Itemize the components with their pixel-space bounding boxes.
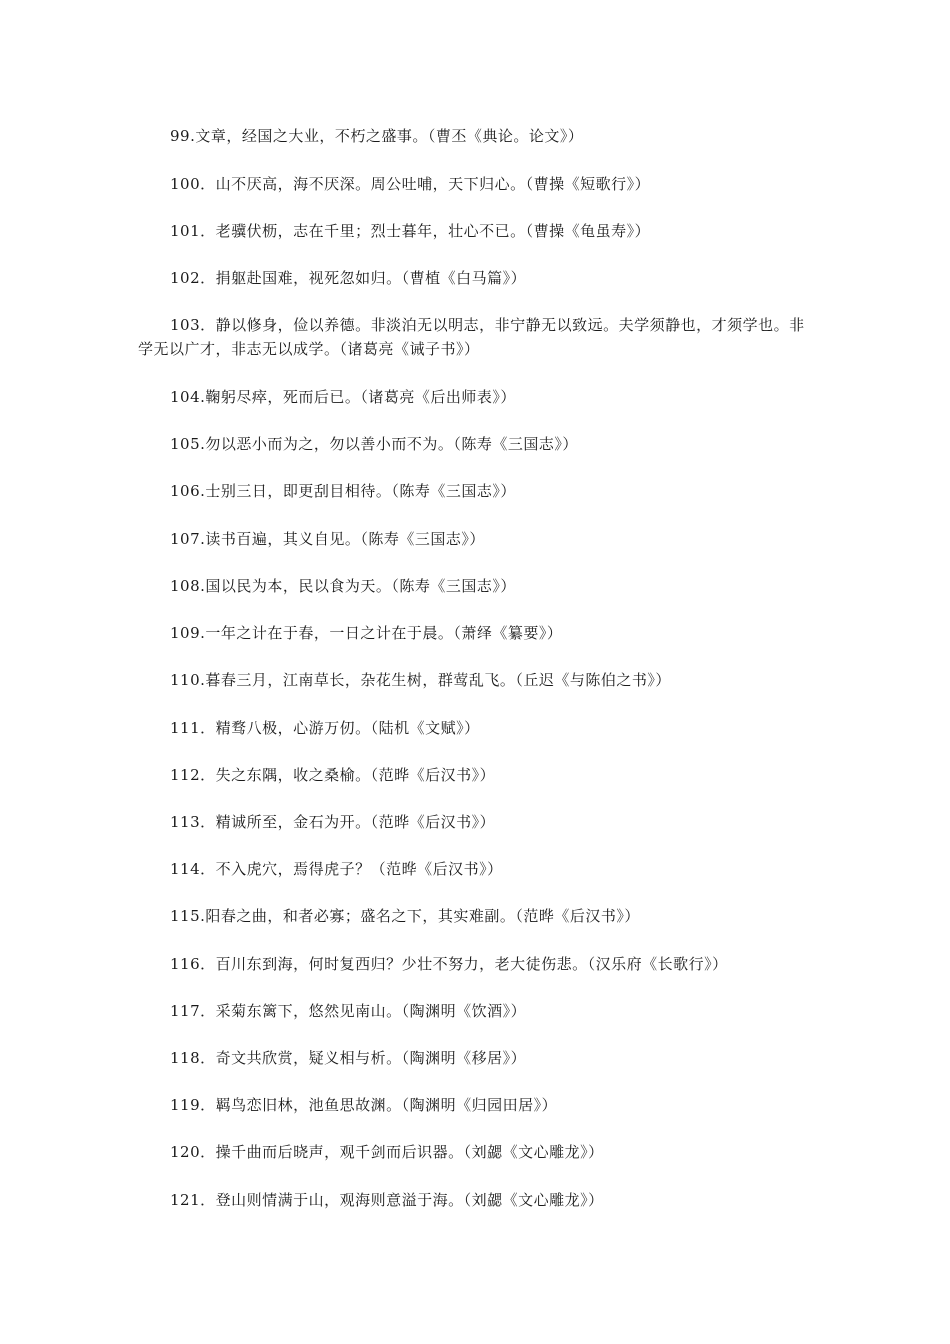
quote-entry-105: 105.勿以恶小而为之，勿以善小而不为。（陈寿《三国志》） <box>170 435 578 453</box>
quote-entry-99: 99.文章，经国之大业，不朽之盛事。（曹丕《典论。论文》） <box>170 127 584 145</box>
quote-entry-120: 120．操千曲而后晓声，观千剑而后识器。（刘勰《文心雕龙》） <box>170 1143 604 1161</box>
quote-entry-119: 119．羁鸟恋旧林，池鱼思故渊。（陶渊明《归园田居》） <box>170 1096 558 1114</box>
quote-entry-111: 111．精骛八极，心游万仞。（陆机《文赋》） <box>170 719 480 737</box>
quote-entry-106: 106.士别三日，即更刮目相待。（陈寿《三国志》） <box>170 482 516 500</box>
quote-entry-103: 103．静以修身，俭以养德。非淡泊无以明志，非宁静无以致远。夫学须静也，才须学也。非学无以广才，非志无以成学。（诸葛亮《诫子书》） <box>138 316 805 358</box>
quote-entry-109: 109.一年之计在于春，一日之计在于晨。（萧绎《纂要》） <box>170 624 563 642</box>
quote-entry-112: 112．失之东隅，收之桑榆。（范晔《后汉书》） <box>170 766 496 784</box>
quote-entry-110: 110.暮春三月，江南草长，杂花生树，群莺乱飞。（丘迟《与陈伯之书》） <box>170 671 671 689</box>
quote-entry-113: 113．精诚所至，金石为开。（范晔《后汉书》） <box>170 813 496 831</box>
quote-entry-115: 115.阳春之曲，和者必寡；盛名之下，其实难副。（范晔《后汉书》） <box>170 907 640 925</box>
quote-entry-100: 100．山不厌高，海不厌深。周公吐哺，天下归心。（曹操《短歌行》） <box>170 175 651 193</box>
quote-entry-107: 107.读书百遍，其义自见。（陈寿《三国志》） <box>170 530 485 548</box>
quote-entry-101: 101．老骥伏枥，志在千里；烈士暮年，壮心不已。（曹操《龟虽寿》） <box>170 222 651 240</box>
quote-entry-117: 117．采菊东篱下，悠然见南山。（陶渊明《饮酒》） <box>170 1002 527 1020</box>
quote-entry-108: 108.国以民为本，民以食为天。（陈寿《三国志》） <box>170 577 516 595</box>
quote-entry-104: 104.鞠躬尽瘁，死而后已。（诸葛亮《后出师表》） <box>170 388 516 406</box>
quote-entry-116: 116．百川东到海，何时复西归？少壮不努力，老大徒伤悲。（汉乐府《长歌行》） <box>170 955 728 973</box>
quote-entry-121: 121．登山则情满于山，观海则意溢于海。（刘勰《文心雕龙》） <box>170 1191 604 1209</box>
quote-entry-102: 102．捐躯赴国难，视死忽如归。（曹植《白马篇》） <box>170 269 527 287</box>
quote-entry-114: 114．不入虎穴，焉得虎子？（范晔《后汉书》） <box>170 860 503 878</box>
quote-entry-118: 118．奇文共欣赏，疑义相与析。（陶渊明《移居》） <box>170 1049 527 1067</box>
